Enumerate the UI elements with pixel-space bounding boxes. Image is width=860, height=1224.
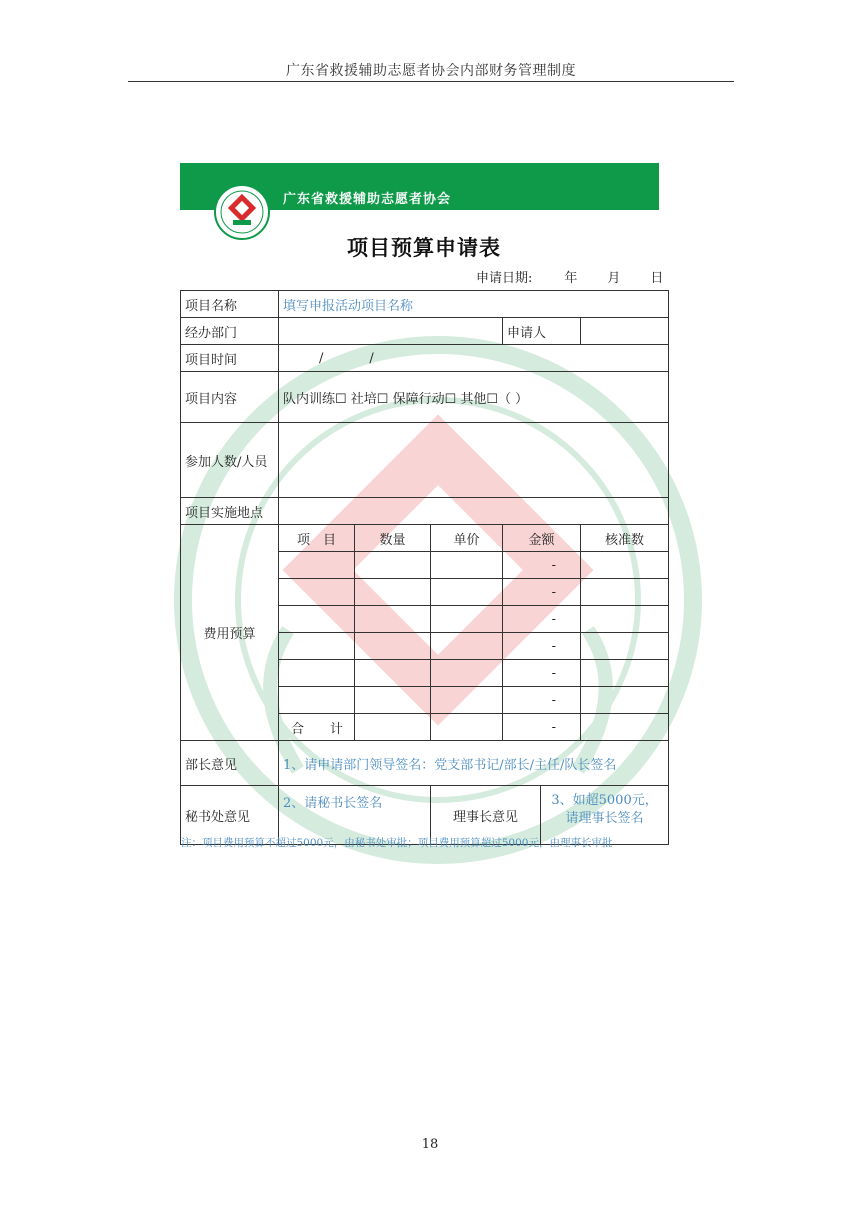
applicant-field[interactable] [581, 318, 669, 345]
budget-total-cell[interactable] [581, 714, 669, 741]
budget-col-approved: 核准数 [581, 525, 669, 552]
applicant-label: 申请人 [503, 318, 581, 345]
budget-amount-cell[interactable]: - [503, 606, 581, 633]
budget-cell[interactable] [581, 660, 669, 687]
department-field[interactable] [279, 318, 503, 345]
row-participants [181, 423, 669, 498]
budget-cell[interactable] [581, 606, 669, 633]
secretariat-opinion-label: 秘书处意见 [181, 786, 279, 845]
row-minister-opinion [181, 741, 669, 786]
budget-total-cell[interactable] [355, 714, 431, 741]
budget-total-amount[interactable]: - [503, 714, 581, 741]
budget-cell[interactable] [581, 687, 669, 714]
budget-col-quantity: 数量 [355, 525, 431, 552]
budget-amount-cell[interactable]: - [503, 687, 581, 714]
project-time-sep-2: / [369, 350, 374, 366]
location-field[interactable] [279, 498, 669, 525]
budget-col-amount: 金额 [503, 525, 581, 552]
budget-header-row [181, 525, 669, 552]
budget-cell[interactable] [431, 687, 503, 714]
budget-cell[interactable] [431, 633, 503, 660]
budget-amount-cell[interactable]: - [503, 660, 581, 687]
budget-cell[interactable] [355, 579, 431, 606]
apply-date-label: 申请日期: [476, 271, 533, 286]
budget-cell[interactable] [581, 552, 669, 579]
minister-opinion-field[interactable]: 1、请申请部门领导签名：党支部书记/部长/主任/队长签名 [279, 741, 669, 786]
budget-cell[interactable] [431, 552, 503, 579]
budget-amount-cell[interactable]: - [503, 552, 581, 579]
project-time-sep-1: / [319, 350, 324, 366]
form-note: 注：项目费用预算不超过5000元，由秘书处审批；项目费用预算超过5000元，由理事长审批 [181, 837, 613, 849]
budget-cell[interactable] [279, 633, 355, 660]
budget-col-item: 项 目 [279, 525, 355, 552]
budget-cell[interactable] [431, 579, 503, 606]
page-number: 18 [421, 1137, 439, 1152]
budget-col-unit-price: 单价 [431, 525, 503, 552]
participants-label: 参加人数/人员 [181, 423, 279, 498]
row-project-name [181, 291, 669, 318]
banner-org-name: 广东省救援辅助志愿者协会 [283, 192, 452, 207]
budget-cell[interactable] [279, 687, 355, 714]
budget-cell[interactable] [355, 606, 431, 633]
project-content-label: 项目内容 [181, 372, 279, 423]
budget-amount-cell[interactable]: - [503, 633, 581, 660]
budget-cell[interactable] [355, 633, 431, 660]
budget-form [180, 290, 668, 845]
page-header: 广东省救援辅助志愿者协会内部财务管理制度 [286, 63, 576, 79]
project-time-field[interactable] [279, 345, 669, 372]
row-department [181, 318, 669, 345]
apply-date-month: 月 [607, 271, 621, 286]
row-location [181, 498, 669, 525]
secretariat-opinion-field[interactable]: 2、请秘书长签名 [279, 786, 431, 845]
form-title: 项目预算申请表 [347, 236, 501, 260]
row-project-time [181, 345, 669, 372]
budget-cell[interactable] [279, 552, 355, 579]
budget-total-cell[interactable] [431, 714, 503, 741]
budget-amount-cell[interactable]: - [503, 579, 581, 606]
apply-date-year: 年 [564, 271, 578, 286]
header-rule [128, 81, 734, 82]
row-project-content [181, 372, 669, 423]
minister-opinion-label: 部长意见 [181, 741, 279, 786]
budget-cell[interactable] [355, 552, 431, 579]
chairman-opinion-label: 理事长意见 [431, 786, 541, 845]
budget-cell[interactable] [279, 660, 355, 687]
budget-cell[interactable] [355, 660, 431, 687]
budget-cell[interactable] [279, 579, 355, 606]
apply-date [476, 267, 663, 286]
project-name-label: 项目名称 [181, 291, 279, 318]
budget-cell[interactable] [355, 687, 431, 714]
budget-total-label: 合 计 [279, 714, 355, 741]
chairman-opinion-field[interactable]: 3、如超5000元，请理事长签名 [541, 786, 669, 845]
budget-cell[interactable] [431, 660, 503, 687]
participants-field[interactable] [279, 423, 669, 498]
project-name-field[interactable]: 填写申报活动项目名称 [279, 291, 669, 318]
project-time-label: 项目时间 [181, 345, 279, 372]
budget-label: 费用预算 [181, 525, 279, 741]
apply-date-day: 日 [650, 271, 664, 286]
budget-cell[interactable] [431, 606, 503, 633]
budget-cell[interactable] [581, 633, 669, 660]
department-label: 经办部门 [181, 318, 279, 345]
budget-cell[interactable] [279, 606, 355, 633]
location-label: 项目实施地点 [181, 498, 279, 525]
project-content-options[interactable]: 队内训练☐ 社培☐ 保障行动☐ 其他☐（ ） [279, 372, 669, 423]
budget-cell[interactable] [581, 579, 669, 606]
